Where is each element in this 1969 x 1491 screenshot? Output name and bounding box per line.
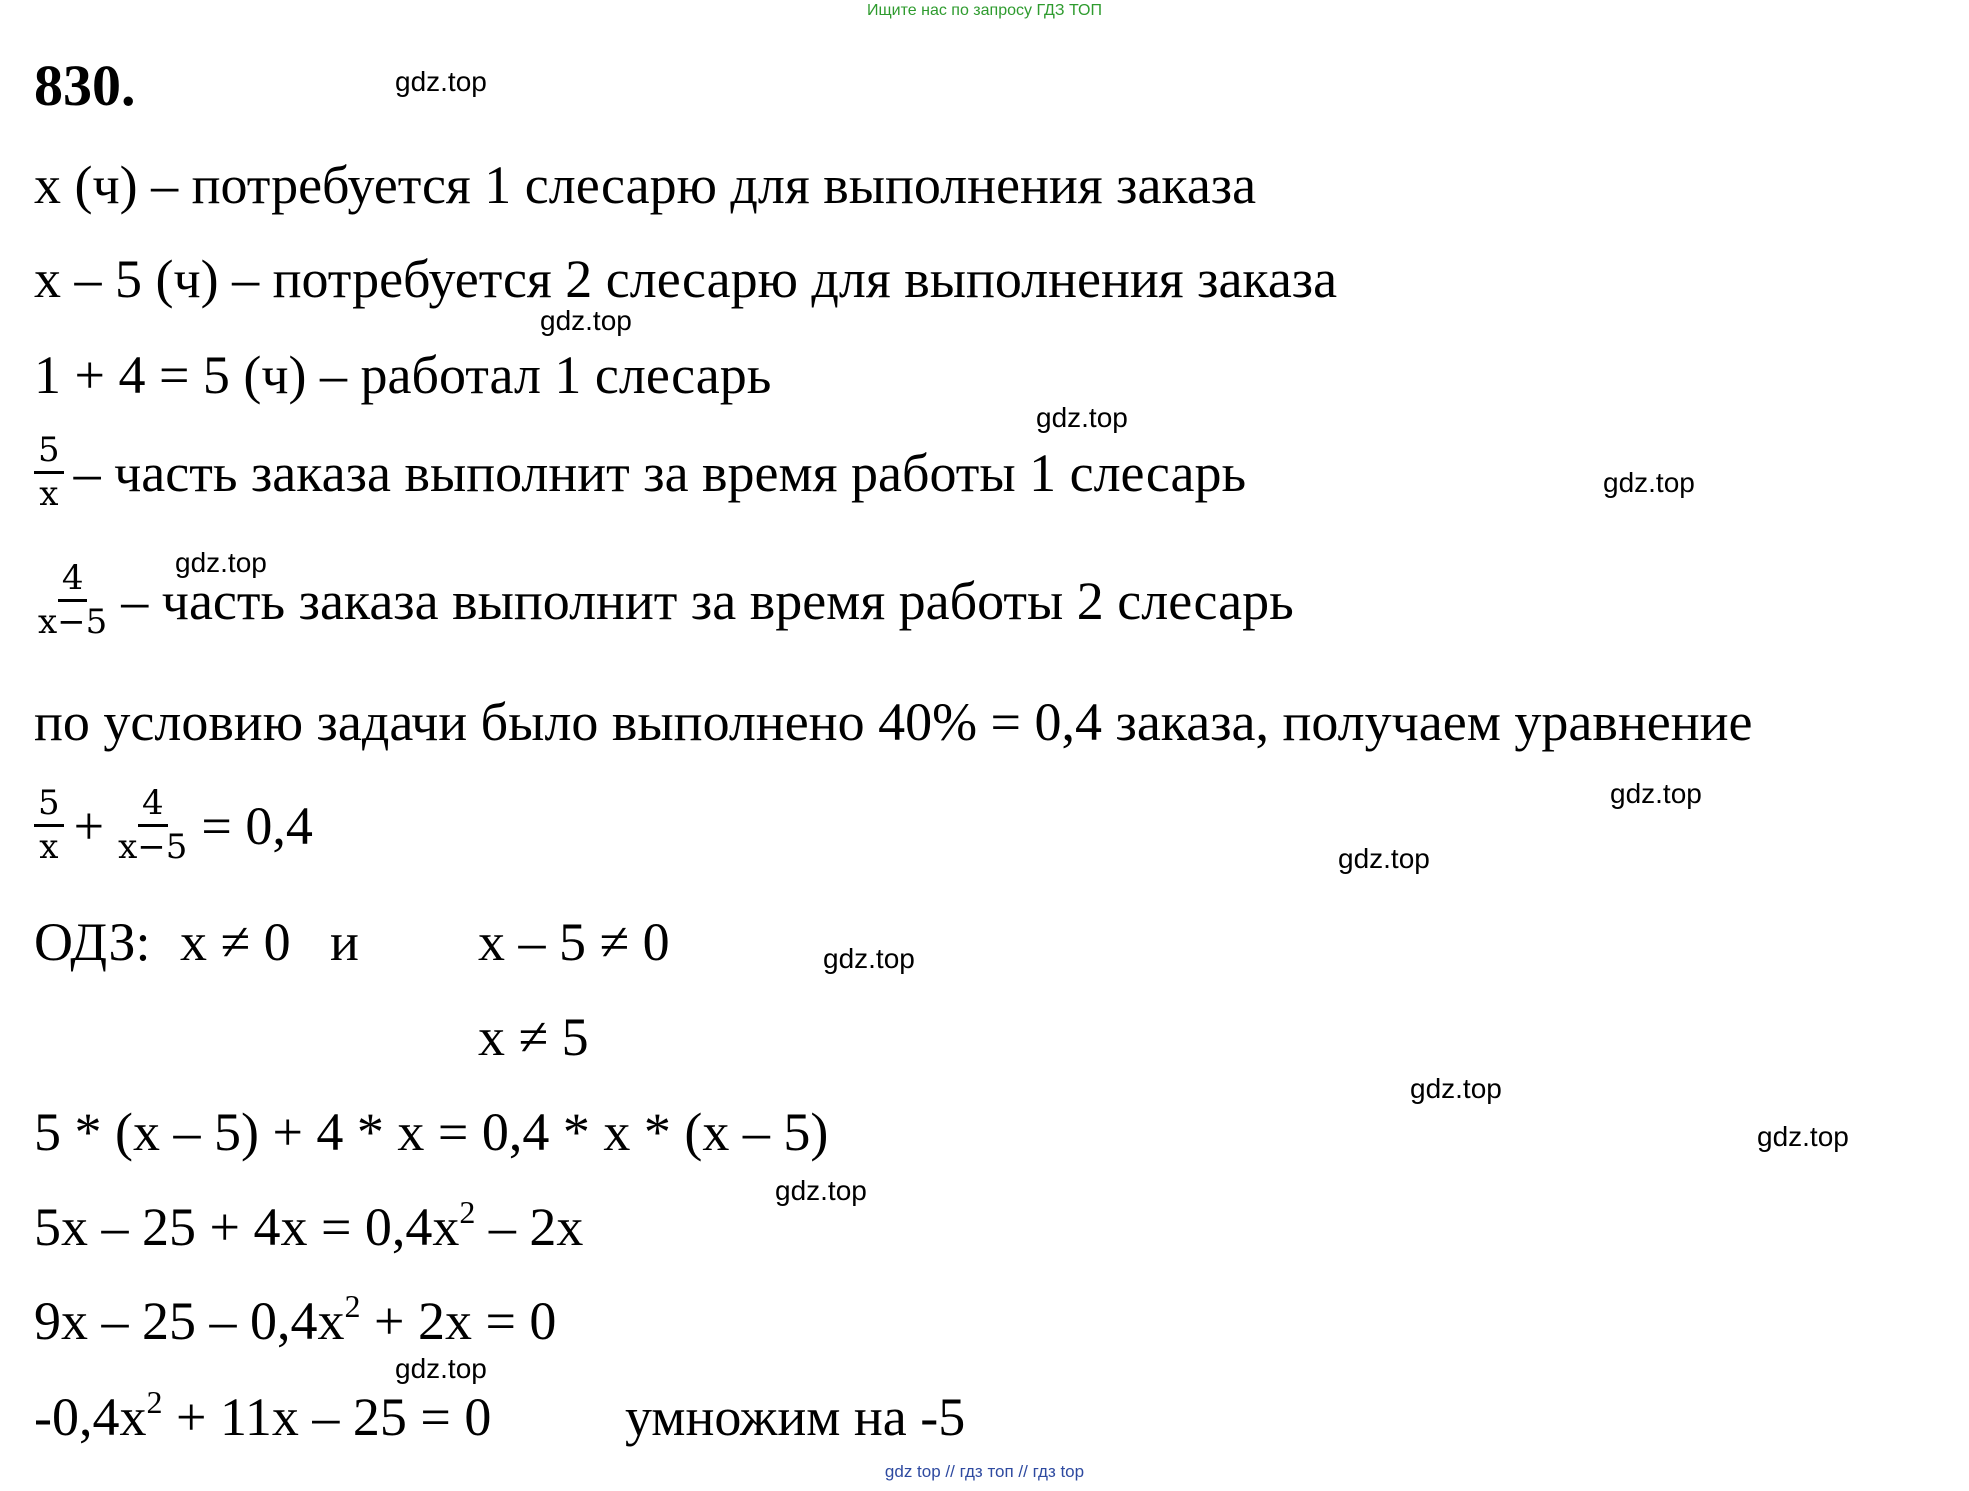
numerator: 5 bbox=[34, 785, 64, 827]
expr-part: + 11x – 25 = 0 bbox=[162, 1387, 492, 1447]
equation bbox=[34, 785, 313, 867]
line-text: – часть заказа выполнит за время работы 1 слесарь bbox=[73, 442, 1247, 503]
expr-part: 9x – 25 – 0,4x bbox=[34, 1291, 345, 1351]
equation-rhs: = 0,4 bbox=[201, 795, 313, 856]
numerator: 4 bbox=[138, 785, 168, 827]
expr-part: + 2x = 0 bbox=[360, 1291, 557, 1351]
solution-line-6: по условию задачи было выполнено 40% = 0,4 заказа, получаем уравнение bbox=[34, 692, 1753, 752]
exponent: 2 bbox=[344, 1288, 361, 1324]
watermark: gdz.top bbox=[775, 1175, 867, 1206]
watermark: gdz.top bbox=[395, 1353, 487, 1384]
fraction bbox=[34, 432, 64, 514]
solution-line-9 bbox=[34, 1288, 557, 1351]
watermark: gdz.top bbox=[540, 305, 632, 336]
denominator: x−5 bbox=[38, 602, 108, 643]
odz-condition-2: x – 5 ≠ 0 bbox=[478, 912, 670, 972]
watermark: gdz.top bbox=[1757, 1121, 1849, 1152]
odz-and: и bbox=[330, 912, 359, 972]
expr-part: 5x – 25 + 4x = 0,4x bbox=[34, 1197, 460, 1257]
watermark: gdz.top bbox=[175, 547, 267, 578]
plus-sign: + bbox=[73, 795, 105, 856]
solution-line-7: 5 * (x – 5) + 4 * x = 0,4 * x * (x – 5) bbox=[34, 1102, 829, 1162]
watermark: gdz.top bbox=[823, 943, 915, 974]
watermark: gdz.top bbox=[1036, 402, 1128, 433]
problem-number: 830. bbox=[34, 53, 136, 118]
denominator: x−5 bbox=[118, 827, 188, 868]
solution-line-2: x – 5 (ч) – потребуется 2 слесарю для выполнения заказа bbox=[34, 249, 1338, 309]
line-text: – часть заказа выполнит за время работы 2 слесарь bbox=[121, 570, 1294, 631]
numerator: 5 bbox=[34, 432, 64, 474]
odz-label: ОДЗ: bbox=[34, 912, 151, 972]
exponent: 2 bbox=[146, 1384, 163, 1420]
numerator: 4 bbox=[58, 560, 88, 602]
denominator: x bbox=[39, 474, 59, 515]
watermark: gdz.top bbox=[1603, 467, 1695, 498]
watermark: gdz.top bbox=[1610, 778, 1702, 809]
watermark: gdz.top bbox=[395, 66, 487, 97]
expr-part: – 2x bbox=[475, 1197, 584, 1257]
multiply-note: умножим на -5 bbox=[625, 1387, 966, 1447]
solution-line-3: 1 + 4 = 5 (ч) – работал 1 слесарь bbox=[34, 345, 772, 405]
solution-line-1: x (ч) – потребуется 1 слесарю для выполнения заказа bbox=[34, 155, 1257, 215]
solution-line-5 bbox=[34, 560, 1294, 642]
expr-part: -0,4x bbox=[34, 1387, 147, 1447]
solution-line-4 bbox=[34, 432, 1246, 514]
header-note: Ищите нас по запросу ГДЗ ТОП bbox=[867, 2, 1102, 19]
fraction bbox=[34, 785, 64, 867]
odz-condition-3: x ≠ 5 bbox=[478, 1007, 589, 1067]
footer-links: gdz top // гдз топ // гдз top bbox=[884, 1462, 1085, 1481]
odz-condition-1: x ≠ 0 bbox=[180, 912, 291, 972]
fraction bbox=[34, 560, 111, 642]
denominator: x bbox=[39, 827, 59, 868]
watermark: gdz.top bbox=[1338, 843, 1430, 874]
watermark: gdz.top bbox=[1410, 1073, 1502, 1104]
fraction bbox=[114, 785, 191, 867]
solution-line-8 bbox=[34, 1194, 584, 1257]
solution-line-10 bbox=[34, 1384, 492, 1447]
exponent: 2 bbox=[459, 1194, 476, 1230]
